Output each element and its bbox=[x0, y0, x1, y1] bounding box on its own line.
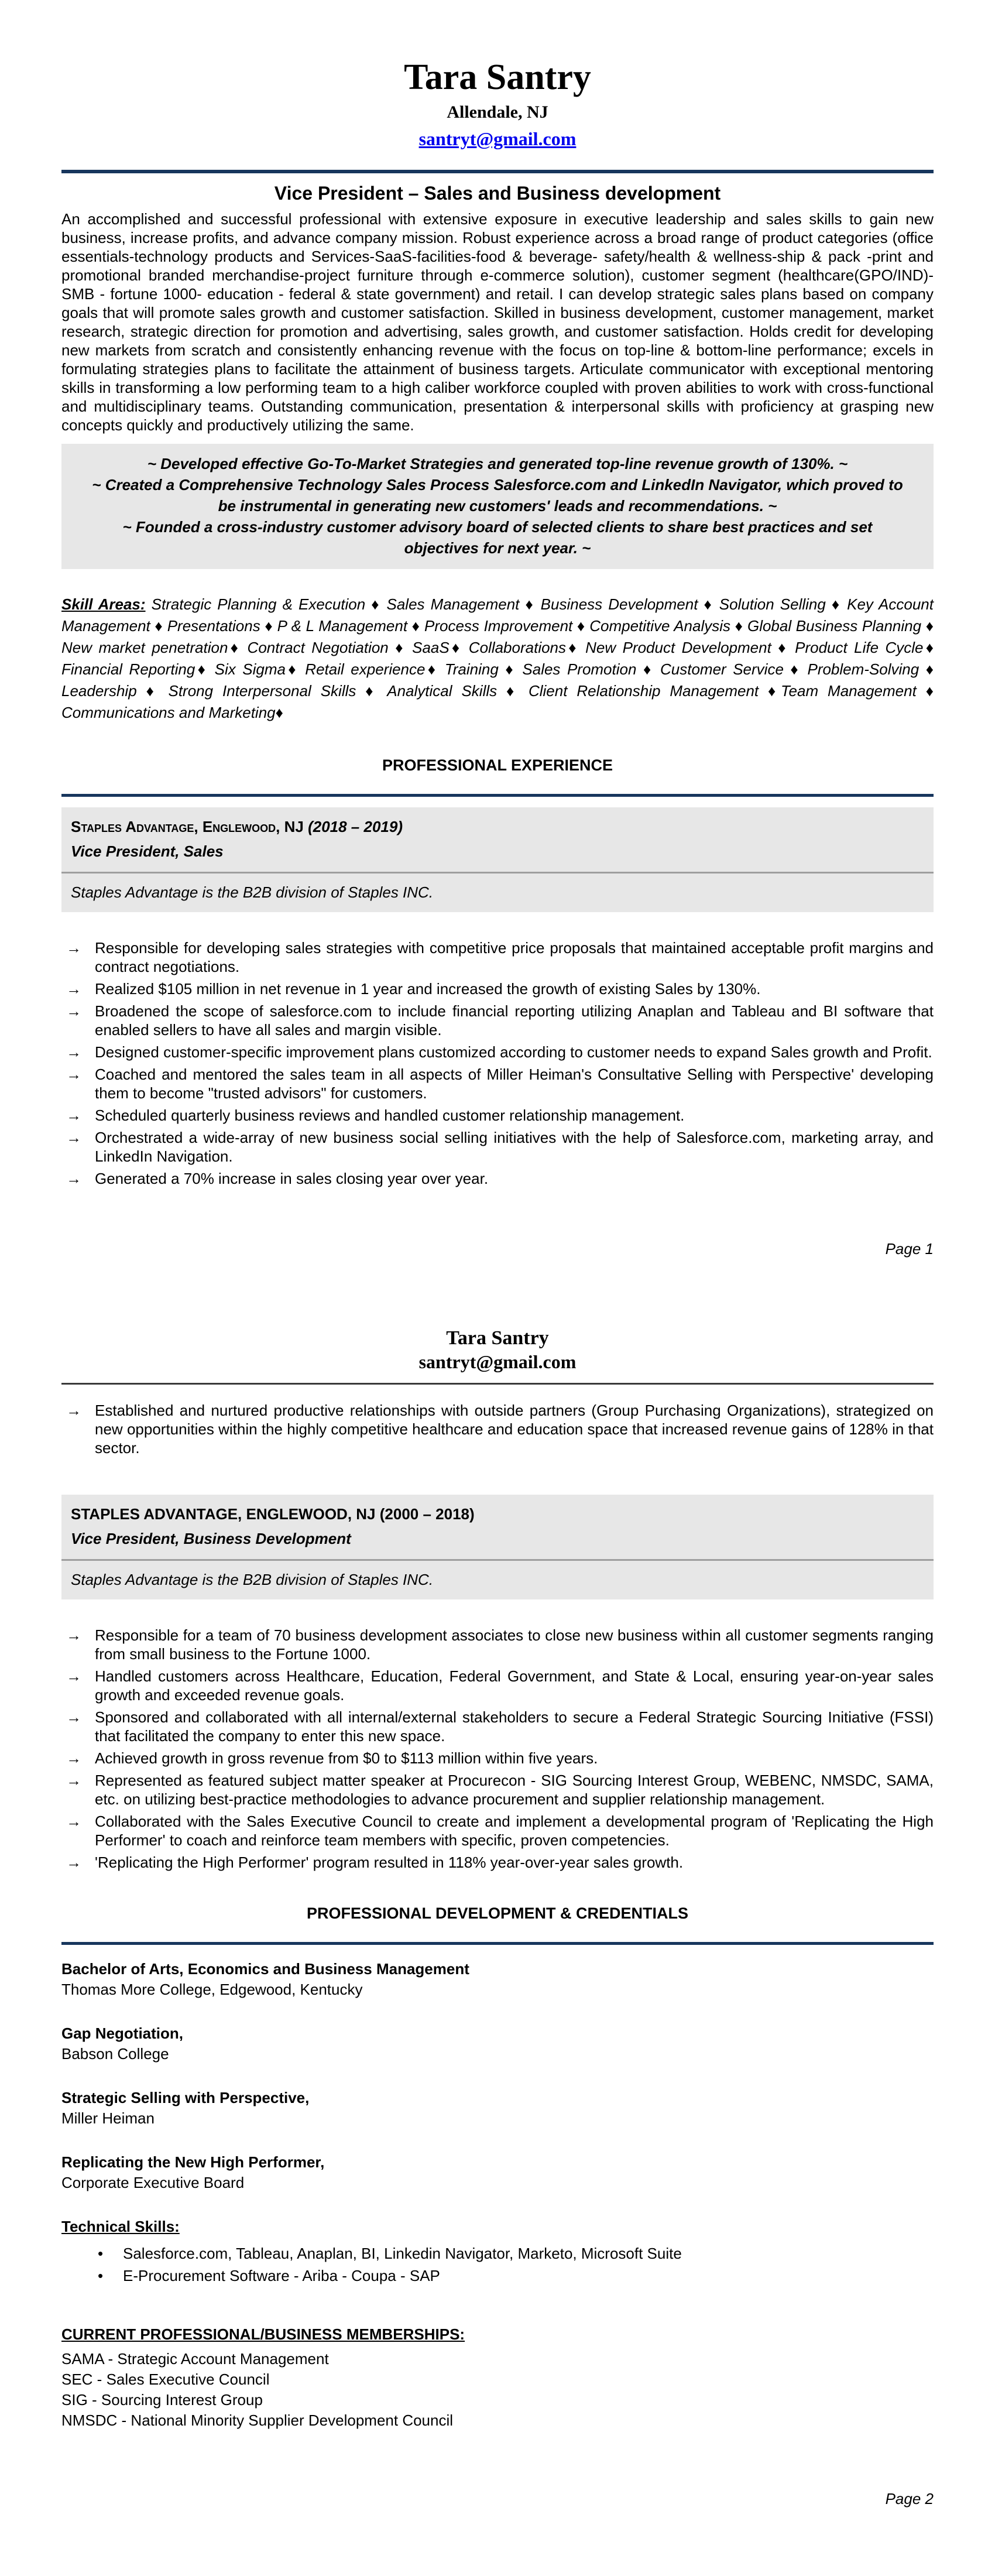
technical-skills-label: Technical Skills: bbox=[61, 2218, 180, 2235]
job1-header-box bbox=[61, 807, 934, 912]
page1-number: Page 1 bbox=[885, 1240, 934, 1258]
development-divider-rule bbox=[61, 1942, 934, 1945]
job1-bullet: → Realized $105 million in net revenue in 1 year and increased the growth of existing Sales by 130%. bbox=[66, 980, 761, 998]
arrow-bullet-icon: → bbox=[66, 1402, 81, 1419]
arrow-bullet-icon: → bbox=[66, 939, 81, 957]
dot-bullet-icon: • bbox=[98, 2245, 104, 2262]
job2-bullet-list bbox=[61, 1626, 934, 1872]
arrow-bullet-icon: → bbox=[66, 1854, 81, 1871]
job2-company: STAPLES ADVANTAGE, ENGLEWOOD, NJ bbox=[71, 1505, 376, 1523]
credential-item bbox=[61, 1959, 934, 2000]
dot-bullet-icon: • bbox=[98, 2267, 104, 2284]
technical-skills-list bbox=[61, 2242, 934, 2287]
job2-head bbox=[61, 1495, 934, 1559]
candidate-location: Allendale, NJ bbox=[447, 102, 548, 122]
highlights-box bbox=[61, 444, 934, 569]
candidate-name: Tara Santry bbox=[446, 1327, 549, 1349]
credential-title: Gap Negotiation, bbox=[61, 2025, 183, 2042]
email-link[interactable]: santryt@gmail.com bbox=[418, 128, 577, 149]
job2-bullet: → 'Replicating the High Performer' program resulted in 118% year-over-year sales growth. bbox=[66, 1854, 684, 1871]
arrow-bullet-icon: → bbox=[66, 1626, 81, 1644]
job1-bullet: → Coached and mentored the sales team in all aspects of Miller Heiman's Consultative Selling with Perspective' developing them to become "trusted advisors" for customers. bbox=[66, 1066, 934, 1102]
job2-bullet: → Handled customers across Healthcare, Education, Federal Government, and State & Local, ensuring year-on-year sales growth and exceeded revenue goals. bbox=[66, 1667, 934, 1704]
memberships-label: CURRENT PROFESSIONAL/BUSINESS MEMBERSHIPS: bbox=[61, 2325, 465, 2343]
job1-head bbox=[61, 807, 934, 872]
job1-bullet: → Broadened the scope of salesforce.com to include financial reporting utilizing Anaplan and Tableau and BI software that enabled sellers to have all sales and margin visible. bbox=[66, 1002, 934, 1039]
job1-bullet: → Responsible for developing sales strategies with competitive price proposals that maintained acceptable profit margins and contract negotiations. bbox=[66, 939, 934, 975]
credential-title: Strategic Selling with Perspective, bbox=[61, 2089, 310, 2106]
resume-page-2 bbox=[0, 1288, 995, 2576]
job1-company-blurb: Staples Advantage is the B2B division of Staples INC. bbox=[71, 883, 434, 901]
job2-dates: (2000 – 2018) bbox=[379, 1505, 475, 1523]
technical-skill-item: • Salesforce.com, Tableau, Anaplan, BI, Linkedin Navigator, Marketo, Microsoft Suite bbox=[61, 2242, 934, 2265]
arrow-bullet-icon: → bbox=[66, 1043, 81, 1061]
job1-bullet: → Established and nurtured productive relationships with outside partners (Group Purchasing Organizations), strategized on new opportunities within the highly competitive healthcare and education space that increased revenue gains of 128% in that sector. bbox=[66, 1402, 934, 1457]
credential-item bbox=[61, 2023, 934, 2064]
job1-company-row bbox=[71, 817, 924, 837]
job1-bullet: → Generated a 70% increase in sales closing year over year. bbox=[66, 1170, 489, 1187]
credential-item bbox=[61, 2088, 934, 2129]
page1-header bbox=[61, 0, 934, 151]
page2-header-rule bbox=[61, 1383, 934, 1385]
header-divider-rule bbox=[61, 170, 934, 173]
page2-number: Page 2 bbox=[885, 2490, 934, 2508]
credentials-list bbox=[61, 1959, 934, 2193]
section-heading-development: PROFESSIONAL DEVELOPMENT & CREDENTIALS bbox=[306, 1904, 689, 1922]
job2-bullet: → Achieved growth in gross revenue from $0 to $113 million within five years. bbox=[66, 1749, 598, 1767]
skill-areas-label: Skill Areas: bbox=[61, 595, 146, 613]
page2-header bbox=[61, 1288, 934, 1373]
candidate-email: santryt@gmail.com bbox=[418, 1351, 577, 1372]
arrow-bullet-icon: → bbox=[66, 1813, 81, 1830]
membership-item: SIG - Sourcing Interest Group bbox=[61, 2391, 263, 2409]
job1-bullet: → Orchestrated a wide-array of new business social selling initiatives with the help of Salesforce.com, marketing array, and LinkedIn Navigation. bbox=[66, 1129, 934, 1165]
skill-areas-list: Strategic Planning & Execution ♦ Sales Management ♦ Business Development ♦ Solution Selling ♦ Key Account Management ♦ Presentations ♦ P & L Management ♦ Process Improvement ♦ Competitive Analysis ♦ Global Business Planning ♦ New market penetration♦ Contract Negotiation ♦ SaaS♦ Collaborations♦ New Product Development ♦ Product Life Cycle♦ Financial Reporting♦ Six Sigma♦ Retail experience♦ Training ♦ Sales Promotion ♦ Customer Service ♦ Problem-Solving ♦ Leadership ♦ Strong Interpersonal Skills ♦ Analytical Skills ♦ Client Relationship Management ♦Team Management ♦ Communications and Marketing♦ bbox=[61, 595, 934, 721]
highlight-line: ~ Founded a cross-industry customer advisory board of selected clients to share best practices and set objectives for next year. ~ bbox=[122, 518, 873, 557]
section-heading-experience: PROFESSIONAL EXPERIENCE bbox=[382, 756, 613, 774]
job1-bullet: → Designed customer-specific improvement plans customized according to customer needs to expand Sales growth and Profit. bbox=[66, 1043, 932, 1061]
job1-bullet: → Scheduled quarterly business reviews and handled customer relationship management. bbox=[66, 1107, 685, 1124]
job1-company: Staples Advantage, Englewood, NJ bbox=[71, 818, 304, 835]
memberships-list bbox=[61, 2349, 934, 2431]
arrow-bullet-icon: → bbox=[66, 1772, 81, 1789]
skill-areas bbox=[61, 594, 934, 724]
arrow-bullet-icon: → bbox=[66, 1129, 81, 1146]
professional-summary: An accomplished and successful professional with extensive exposure in executive leadership and sales skills to gain new business, increase profits, and advance company mission. Robust experience across a broad range of product categories (office essentials-technology products and Services-SaaS-facilities-food & beverage- safety/health & wellness-ship & pack -print and promotional branded merchandise-project furniture through e-commerce solution), customer segment (healthcare(GPO/IND)-SMB - fortune 1000- education - federal & state government) and retail. I can develop strategic sales plans based on company goals that will promote sales growth and customer satisfaction. Skilled in business development, customer management, market research, strategic direction for promotion and advertising, sales growth, and customer satisfaction. Holds credit for developing new markets from scratch and consistently enhancing revenue with the focus on top-line & bottom-line performance; excels in formulating strategies plans to facilitate the attainment of business targets. Articulate communicator with exceptional mentoring skills in transforming a low performing team to a high caliber workforce coupled with proven abilities to work with cross-functional and multidisciplinary teams. Outstanding communication, presentation & interpersonal skills with proficiency at grasping new concepts quickly and productively utilizing the same. bbox=[61, 210, 934, 434]
credential-org: Corporate Executive Board bbox=[61, 2174, 245, 2191]
job2-title: Vice President, Business Development bbox=[71, 1530, 351, 1547]
technical-skill-item: • E-Procurement Software - Ariba - Coupa - SAP bbox=[61, 2265, 934, 2287]
arrow-bullet-icon: → bbox=[66, 1708, 81, 1726]
job2-bullet: → Sponsored and collaborated with all internal/external stakeholders to secure a Federal Strategic Sourcing Initiative (FSSI) that facilitated the company to enter this new space. bbox=[66, 1708, 934, 1745]
highlight-line: ~ Developed effective Go-To-Market Strategies and generated top-line revenue growth of 130%. ~ bbox=[147, 455, 848, 472]
job1-title: Vice President, Sales bbox=[71, 842, 224, 860]
experience-divider-rule bbox=[61, 794, 934, 797]
arrow-bullet-icon: → bbox=[66, 1002, 81, 1020]
arrow-bullet-icon: → bbox=[66, 1066, 81, 1083]
arrow-bullet-icon: → bbox=[66, 980, 81, 998]
highlight-line: ~ Created a Comprehensive Technology Sales Process Salesforce.com and LinkedIn Navigator, which proved to be instrumental in generating new customers' leads and recommendations. ~ bbox=[92, 476, 903, 515]
carryover-bullet-list bbox=[61, 1401, 934, 1457]
credential-title: Replicating the New High Performer, bbox=[61, 2153, 325, 2171]
job2-bullet: → Represented as featured subject matter speaker at Procurecon - SIG Sourcing Interest Group, WEBENC, NMSDC, SAMA, etc. on utilizing best-practice methodologies to advance procurement and supplier relationship management. bbox=[66, 1772, 934, 1808]
credential-title: Bachelor of Arts, Economics and Business Management bbox=[61, 1960, 469, 1978]
credential-org: Miller Heiman bbox=[61, 2109, 155, 2127]
email-row bbox=[61, 126, 934, 151]
membership-item: SAMA - Strategic Account Management bbox=[61, 2350, 329, 2368]
job2-company-blurb: Staples Advantage is the B2B division of Staples INC. bbox=[71, 1571, 434, 1588]
membership-item: NMSDC - National Minority Supplier Development Council bbox=[61, 2411, 454, 2429]
resume-title: Vice President – Sales and Business development bbox=[274, 183, 721, 204]
job2-bullet: → Responsible for a team of 70 business development associates to close new business within all customer segments ranging from small business to the Fortune 1000. bbox=[66, 1626, 934, 1663]
job2-bullet: → Collaborated with the Sales Executive Council to create and implement a developmental program of 'Replicating the High Performer' to coach and reinforce team members with specific, proven competencies. bbox=[66, 1813, 934, 1849]
credential-item bbox=[61, 2152, 934, 2193]
job1-dates: (2018 – 2019) bbox=[308, 818, 403, 835]
credential-org: Thomas More College, Edgewood, Kentucky bbox=[61, 1981, 363, 1998]
credential-org: Babson College bbox=[61, 2045, 169, 2063]
arrow-bullet-icon: → bbox=[66, 1107, 81, 1124]
membership-item: SEC - Sales Executive Council bbox=[61, 2371, 270, 2388]
arrow-bullet-icon: → bbox=[66, 1170, 81, 1187]
arrow-bullet-icon: → bbox=[66, 1667, 81, 1685]
arrow-bullet-icon: → bbox=[66, 1749, 81, 1767]
candidate-name: Tara Santry bbox=[404, 57, 591, 97]
job1-bullet-list bbox=[61, 938, 934, 1188]
job2-header-box bbox=[61, 1495, 934, 1599]
job2-company-row bbox=[71, 1504, 924, 1524]
